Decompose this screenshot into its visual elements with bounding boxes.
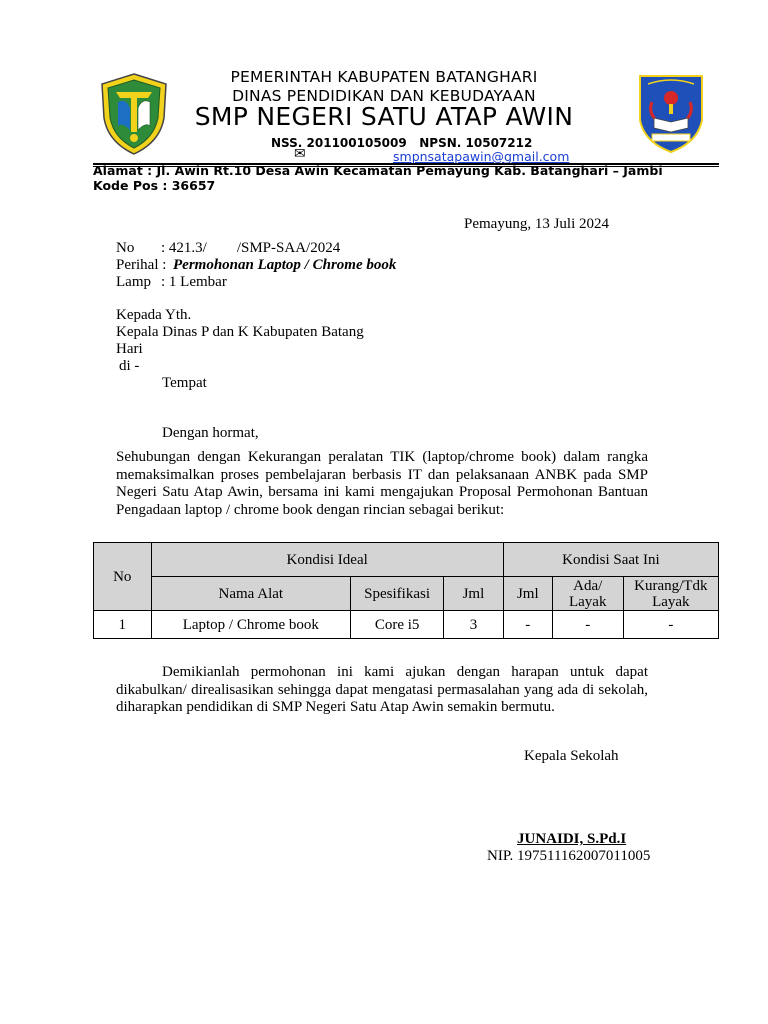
col-header-ada-layak xyxy=(552,577,623,611)
postal-code-line: Kode Pos : 36657 xyxy=(93,178,216,193)
ada-layak-line2: Layak xyxy=(568,593,607,610)
greeting: Dengan hormat, xyxy=(162,425,259,441)
cell-nama-alat: Laptop / Chrome book xyxy=(151,611,351,639)
perihal-value: Permohonan Laptop / Chrome book xyxy=(173,257,397,273)
closing-paragraph: Demikianlah permohonan ini kami ajukan dengan harapan untuk dapat dikabulkan/ direalisasikan sehingga dapat mengatasi permasalahan yang ada di sekolah, diharapkan pendidikan di SMP Negeri Satu Atap Awin semakin bermutu. xyxy=(116,664,648,715)
perihal-label: Perihal : xyxy=(116,257,167,273)
cell-jml-now: - xyxy=(503,611,552,639)
col-header-no: No xyxy=(94,543,152,611)
signer-nip: NIP. 197511162007011005 xyxy=(487,848,651,864)
signer-title: Kepala Sekolah xyxy=(524,748,619,764)
body-paragraph: Sehubungan dengan Kekurangan peralatan TIK (laptop/chrome book) dalam rangka memaksimalkan proses pembelajaran berbasis IT dan pelaksanaan ANBK pada SMP Negeri Satu Atap Awin, bersama ini kami mengajukan Proposal Permohonan Bantuan Pengadaan laptop / chrome book dengan rincian sebagai berikut: xyxy=(116,449,648,518)
kurang-layak-line1: Kurang/Tdk xyxy=(634,577,708,594)
government-heading: PEMERINTAH KABUPATEN BATANGHARI xyxy=(230,68,538,86)
kurang-layak-line2: Layak xyxy=(652,593,690,610)
recipient-name: Kepala Dinas P dan K Kabupaten Batang xyxy=(116,324,364,340)
col-header-kurang-layak xyxy=(623,577,718,611)
cell-no: 1 xyxy=(94,611,152,639)
cell-kurang-layak: - xyxy=(623,611,718,639)
col-header-jml-ideal: Jml xyxy=(444,577,504,611)
no-value: : 421.3/ /SMP-SAA/2024 xyxy=(161,240,341,256)
equipment-table xyxy=(93,542,719,639)
ada-layak-line1: Ada/ xyxy=(573,577,603,594)
lamp-value: : 1 Lembar xyxy=(161,274,227,290)
col-header-spesifikasi: Spesifikasi xyxy=(351,577,444,611)
school-email-link[interactable]: smpnsatapawin@gmail.com xyxy=(393,149,570,164)
recipient-di: di - xyxy=(119,358,140,374)
col-header-kondisi-saat-ini: Kondisi Saat Ini xyxy=(503,543,718,577)
recipient-place: Tempat xyxy=(162,375,207,391)
cell-jml-ideal: 3 xyxy=(444,611,504,639)
school-name-heading: SMP NEGERI SATU ATAP AWIN xyxy=(194,102,574,131)
col-header-nama-alat: Nama Alat xyxy=(151,577,351,611)
department-heading: DINAS PENDIDIKAN DAN KEBUDAYAAN xyxy=(232,87,536,105)
cell-spesifikasi: Core i5 xyxy=(351,611,444,639)
lamp-label: Lamp xyxy=(116,274,151,290)
recipient-salutation: Kepada Yth. xyxy=(116,307,192,323)
table-row xyxy=(94,611,719,639)
col-header-kondisi-ideal: Kondisi Ideal xyxy=(151,543,503,577)
address-line: Alamat : Jl. Awin Rt.10 Desa Awin Kecamatan Pemayung Kab. Batanghari – Jambi xyxy=(93,163,663,178)
signer-name: JUNAIDI, S.Pd.I xyxy=(517,831,627,847)
school-address xyxy=(93,163,693,193)
letter-date: Pemayung, 13 Juli 2024 xyxy=(464,216,609,232)
nss-npsn-line: NSS. 201100105009 NPSN. 10507212 xyxy=(271,136,533,150)
envelope-icon: ✉ xyxy=(294,146,306,162)
recipient-name-cont: Hari xyxy=(116,341,143,357)
no-label: No xyxy=(116,240,135,256)
cell-ada-layak: - xyxy=(552,611,623,639)
col-header-jml-now: Jml xyxy=(503,577,552,611)
